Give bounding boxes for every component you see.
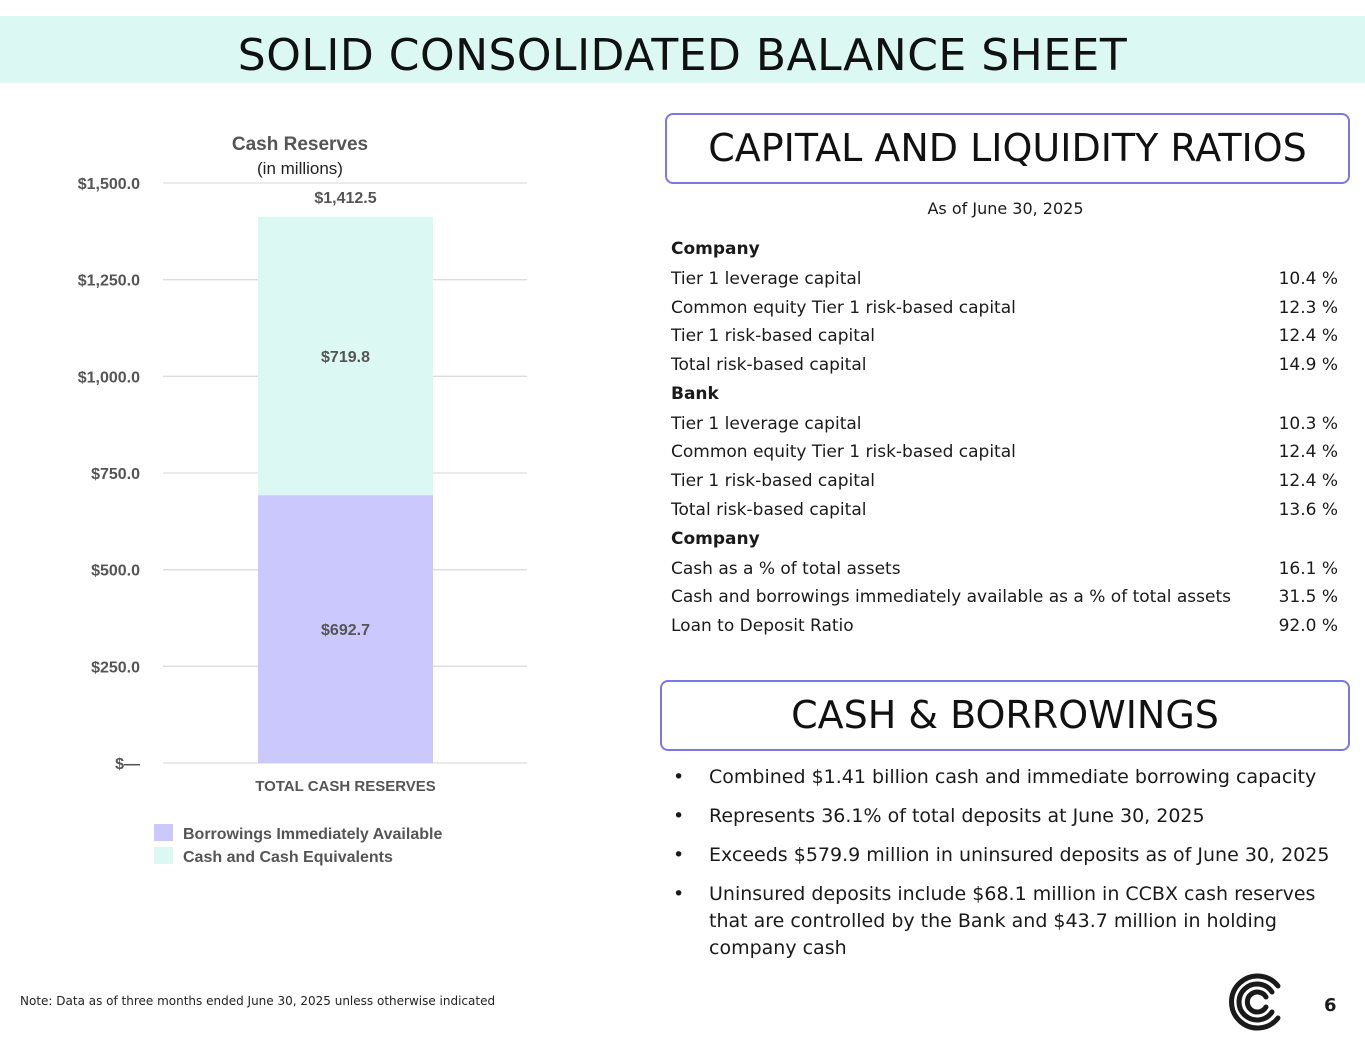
bullet-item [673,803,1333,830]
ratio-value: 10.3 % [1278,413,1338,434]
bullet-dot-icon: • [673,844,685,866]
y-tick-label: $500.0 [91,562,140,580]
ratio-row [671,294,1338,323]
ratio-value: 14.9 % [1278,355,1338,376]
ratio-label: Loan to Deposit Ratio [671,615,854,636]
legend-swatch [154,824,173,841]
bullet-text: Represents 36.1% of total deposits at June 30, 2025 [709,805,1205,827]
bullet-item [673,764,1333,791]
ratio-value: 92.0 % [1278,615,1338,636]
ratio-value: 10.4 % [1278,269,1338,289]
ratios-section-bank [671,382,1338,525]
y-tick-label: $1,000.0 [77,369,140,387]
ratios-section-title: Company [671,528,760,549]
x-category-label: TOTAL CASH RESERVES [255,778,436,795]
page-number: 6 [1324,995,1337,1016]
ratio-row [671,351,1338,380]
ratio-row [671,612,1338,641]
ratio-row [671,496,1338,525]
ratio-row [671,438,1338,467]
ratio-label: Total risk-based capital [671,355,867,376]
y-tick-label: $250.0 [91,659,140,677]
ratio-label: Tier 1 risk-based capital [671,326,876,347]
page-title: SOLID CONSOLIDATED BALANCE SHEET [237,30,1128,81]
ratio-value: 12.4 % [1278,471,1338,492]
ratio-row [671,322,1338,351]
bar-data-label: $719.8 [321,348,370,366]
ratio-row [671,467,1338,496]
ratios-section-company [671,237,1338,380]
cash-borrowings-heading: CASH & BORROWINGS [660,680,1350,751]
bullet-item [673,881,1333,962]
ratio-label: Cash as a % of total assets [671,558,901,579]
bar-data-label: $692.7 [321,622,370,640]
ratio-row [671,410,1338,439]
ratios-section-title: Bank [671,383,719,404]
bullet-dot-icon: • [673,766,685,788]
ratio-value: 13.6 % [1278,499,1338,520]
ratio-value: 16.1 % [1278,558,1338,579]
bullet-text: Combined $1.41 billion cash and immediate borrowing capacity [709,766,1317,788]
ratio-label: Total risk-based capital [671,499,867,520]
bullet-item [673,842,1333,869]
bullet-text: Uninsured deposits include $68.1 million in CCBX cash reserves that are controlled by the Bank and $43.7 million in holding company cash [709,883,1316,959]
ratio-value: 12.4 % [1278,442,1338,463]
ratio-label: Tier 1 leverage capital [671,413,862,434]
legend-swatch [154,847,173,864]
y-tick-label: $1,500.0 [77,176,140,193]
ratio-row [671,265,1338,294]
ratios-section-title: Company [671,239,760,259]
ratios-as-of-date: As of June 30, 2025 [927,199,1084,218]
bullet-dot-icon: • [673,805,685,827]
y-tick-label: $— [115,756,140,773]
bullet-dot-icon: • [673,883,685,905]
cash-reserves-chart [0,100,640,890]
ratio-value: 12.4 % [1278,326,1338,347]
legend-label: Borrowings Immediately Available [183,826,443,843]
ratios-table [671,235,1338,641]
y-tick-label: $1,250.0 [77,272,140,290]
y-tick-label: $750.0 [91,466,140,483]
footnote: Note: Data as of three months ended June 30, 2025 unless otherwise indicated [20,994,496,1008]
ratios-section-liquidity [671,527,1338,641]
ratio-label: Tier 1 risk-based capital [671,471,876,492]
ratio-row [671,583,1338,612]
ratio-label: Common equity Tier 1 risk-based capital [671,297,1016,318]
ratio-row [671,555,1338,584]
bullet-text: Exceeds $579.9 million in uninsured deposits as of June 30, 2025 [709,844,1330,866]
chart-title: Cash Reserves [231,134,369,155]
ratio-value: 12.3 % [1278,297,1338,318]
ratio-label: Common equity Tier 1 risk-based capital [671,442,1016,463]
ratio-value: 31.5 % [1278,587,1338,608]
capital-ratios-heading: CAPITAL AND LIQUIDITY RATIOS [665,113,1350,184]
cash-bullet-list [673,764,1333,974]
bar-total-label: $1,412.5 [314,189,377,207]
company-logo-icon [1226,972,1290,1032]
ratio-label: Tier 1 leverage capital [671,269,862,289]
ratio-label: Cash and borrowings immediately available as a % of total assets [671,587,1231,608]
chart-subtitle: (in millions) [257,159,343,178]
legend-label: Cash and Cash Equivalents [183,849,393,866]
